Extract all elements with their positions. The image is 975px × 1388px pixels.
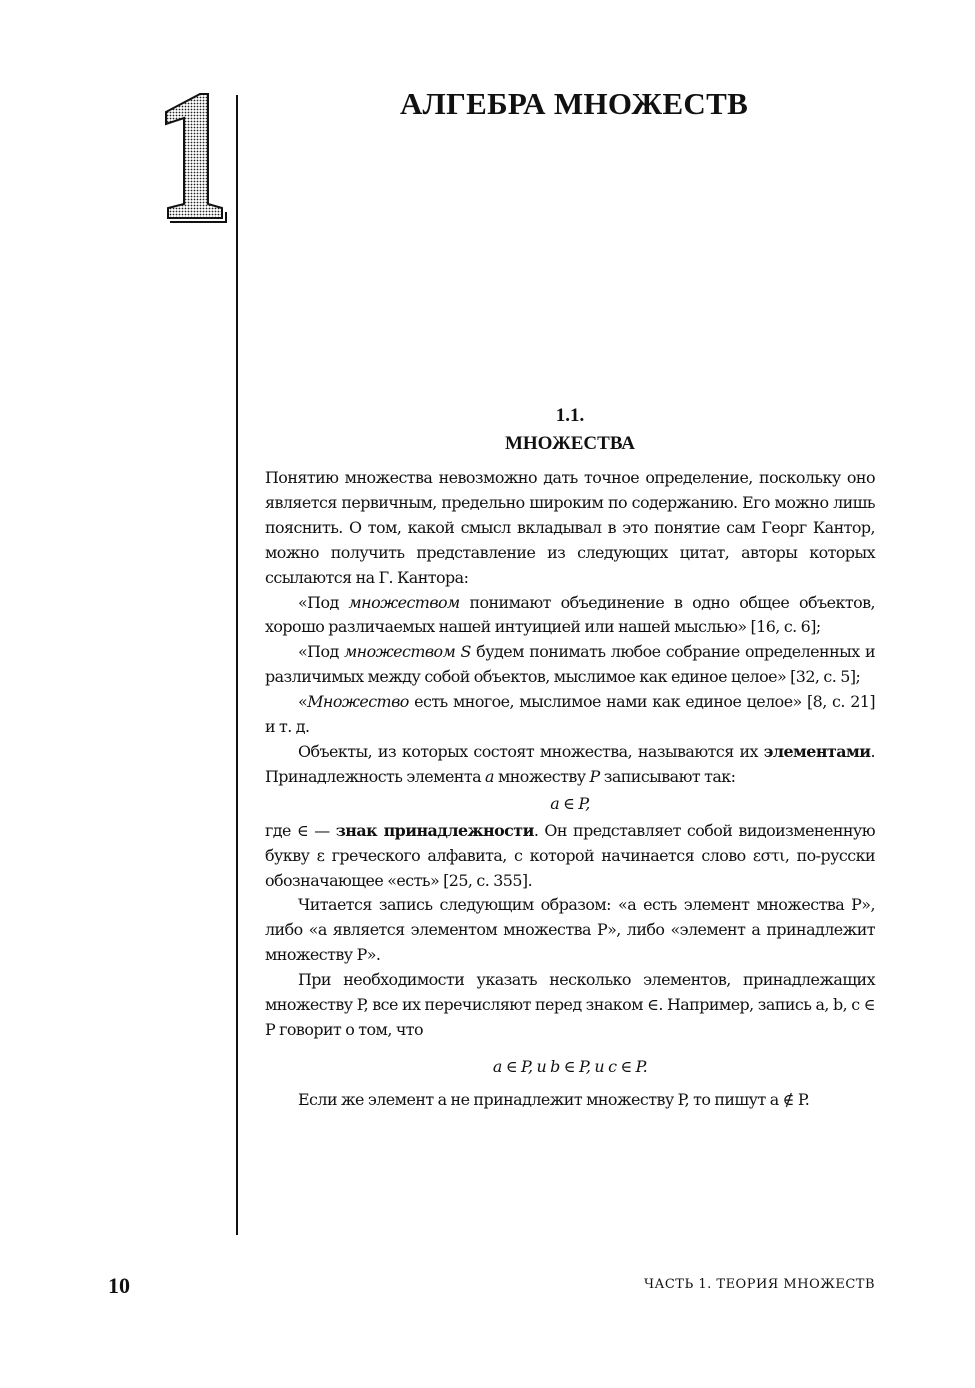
paragraph-reading: Читается запись следующим образом: «a есть элемент множества P», либо «a является элементом множества P», либо «элемент a принадлежит множеству P».: [265, 895, 875, 965]
variable: P: [589, 766, 600, 786]
paragraph-text: Объекты, из которых состоят множества, называются их: [298, 741, 764, 761]
paragraph-text: записывают так:: [599, 766, 736, 786]
paragraph-text: множеству: [493, 766, 590, 786]
quote-text: есть многое, мыслимое нами как единое целое» [8, с. 21] и т. д.: [265, 692, 875, 737]
paragraph-intro: Понятию множества невозможно дать точное определение, поскольку оно является первичным, предельно широким по содержанию. Его можно лишь пояснить. О том, какой смысл вкладывал в это понятие сам Георг Кантор, можно получить представление из следующих цитат, авторы которых ссылаются на Г. Кантора:: [265, 468, 875, 587]
running-title: ЧАСТЬ 1. ТЕОРИЯ МНОЖЕСТВ: [643, 1277, 875, 1292]
paragraph-elements: [265, 740, 875, 790]
chapter-number-glyph: [160, 72, 230, 232]
section-title: МНОЖЕСТВА: [504, 433, 636, 454]
paragraph-text: . Он представляет собой видоизмененную букву ε греческого алфавита, с которой начинается слово εστι, по-русски обозначающее «есть» [25, с. 355].: [265, 820, 875, 890]
paragraph-not-member: Если же элемент a не принадлежит множеству P, то пишут a ∉ P.: [298, 1089, 810, 1109]
quote-text: «: [298, 692, 308, 712]
paragraph-text: . Принадлежность элемента: [265, 741, 875, 786]
quote-text: будем понимать любое собрание определенных и различимых между собой объектов, мыслимое как единое целое» [32, с. 5];: [265, 642, 875, 687]
chapter-number: 1: [160, 72, 161, 73]
quote-text: «Под: [298, 592, 349, 612]
chapter-title: АЛГЕБРА МНОЖЕСТВ: [400, 86, 749, 121]
term-bold: знак принадлежности: [335, 820, 534, 840]
quote-1: [265, 591, 875, 641]
quote-2: [265, 640, 875, 690]
body-text: [265, 466, 875, 1113]
paragraph-sign: [265, 819, 875, 894]
quote-term: множеством: [348, 592, 460, 612]
quote-text: понимают объединение в одно общее объектов, хорошо различаемых нашей интуицией или нашей мыслью» [16, с. 6];: [265, 592, 876, 637]
term-bold: элементами: [763, 741, 871, 761]
vertical-rule: [236, 95, 238, 1235]
formula-membership: a ∈ P,: [550, 793, 590, 813]
quote-3: [265, 690, 875, 740]
quote-text: «Под: [298, 642, 345, 662]
quote-term: Множество: [307, 692, 409, 712]
page-number: 10: [108, 1273, 130, 1298]
paragraph-multiple: При необходимости указать несколько элементов, принадлежащих множеству P, все их перечисляют перед знаком ∈. Например, запись a, b, c ∈ P говорит о том, что: [265, 970, 875, 1039]
variable: a: [485, 766, 494, 786]
quote-term: множеством S: [344, 642, 471, 662]
section-number: 1.1.: [555, 405, 585, 426]
section-heading: [265, 402, 875, 458]
paragraph-text: где ∈ —: [265, 820, 336, 840]
formula-multiple: a ∈ P, и b ∈ P, и c ∈ P.: [492, 1056, 648, 1076]
